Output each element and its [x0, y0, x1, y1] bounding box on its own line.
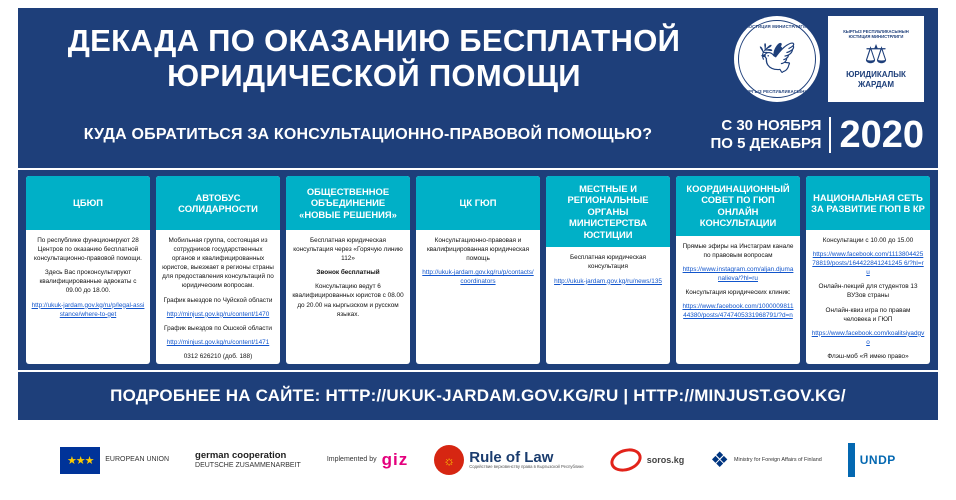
card-body: [676, 236, 800, 364]
card-link[interactable]: http://ukuk-jardam.gov.kg/ru/p/contacts/coordinators: [422, 269, 534, 286]
eagle-icon: 🕊: [757, 42, 797, 75]
finland-label: Ministry for Foreign Affairs of Finland: [734, 456, 822, 463]
undp-label: UNDP: [859, 453, 896, 467]
german-coop-label: [195, 450, 301, 470]
emblems: [734, 16, 924, 102]
year-label: 2020: [839, 114, 924, 156]
card-link[interactable]: http://ukuk-jardam.gov.kg/ru/p/legal-assistance/where-to-get: [31, 301, 145, 318]
finland-mfa-logo: [710, 450, 822, 471]
card-text: График выездов по Ошской области: [163, 324, 272, 332]
card-local-regional-bodies: [546, 176, 670, 364]
header-band: [18, 8, 938, 168]
date-line-1: С 30 НОЯБРЯ: [721, 117, 822, 135]
card-text-bold: Звонок бесплатный: [316, 269, 380, 277]
ministry-round-emblem-icon: [734, 16, 820, 102]
german-coop-title: german cooperation: [195, 450, 287, 462]
soros-label: soros.kg: [646, 455, 685, 465]
card-text: Бесплатная юридическая консультация через «Горячую линию 112»: [293, 237, 403, 263]
card-new-solutions: [286, 176, 410, 364]
card-text: Мобильная группа, состоящая из сотрудников государственных органов и квалифицированных юристов, выезжает в регионы страны для предоставления консультаций по юридическим вопросам.: [162, 237, 274, 290]
card-link[interactable]: http://ukuk-jardam.gov.kg/ru/news/135: [554, 277, 662, 285]
card-title: ЦК ГЮП: [416, 176, 540, 230]
date-line-2: ПО 5 ДЕКАБРЯ: [710, 135, 822, 152]
soros-logo: [610, 449, 685, 471]
undp-logo: [848, 443, 896, 477]
card-text: Флэш-моб «Я имею право»: [827, 352, 909, 360]
card-coordination-council: [676, 176, 800, 364]
rule-of-law-logo: [434, 445, 583, 475]
card-link[interactable]: https://www.facebook.com/100000981144380/posts/4747405331968791/?d=n: [682, 303, 794, 320]
card-body: [806, 230, 930, 364]
kyrgyz-emblem-icon: ☼: [434, 445, 464, 475]
emblem-square-top-text: КЫРГЫЗ РЕСПУБЛИКАСЫНЫН ЮСТИЦИЯ МИНИСТРЛИГИ: [843, 28, 909, 39]
card-text: Бесплатная юридическая консультация: [569, 254, 647, 271]
card-title: ОБЩЕСТВЕННОЕ ОБЪЕДИНЕНИЕ «НОВЫЕ РЕШЕНИЯ»: [286, 176, 410, 230]
card-cbup: [26, 176, 150, 364]
card-title: КООРДИНАЦИОННЫЙ СОВЕТ ПО ГЮП ОНЛАЙН КОНСУЛЬТАЦИИ: [676, 176, 800, 236]
card-text: Прямые эфиры на Инстаграм канале по правовым вопросам: [682, 242, 794, 259]
card-link[interactable]: https://www.facebook.com/111380442578819/posts/164422841241245 6/?hl=ru: [812, 251, 924, 277]
emblem-round-bottom-text: КЫРГЫЗ РЕСПУБЛИКАСЫНЫН: [742, 88, 812, 94]
logos-row: [18, 428, 938, 492]
eu-logo-label: EUROPEAN UNION: [105, 455, 170, 463]
card-title: НАЦИОНАЛЬНАЯ СЕТЬ ЗА РАЗВИТИЕ ГЮП В КР: [806, 176, 930, 230]
card-link[interactable]: http://minjust.gov.kg/ru/content/1471: [166, 338, 270, 346]
card-body: [416, 230, 540, 364]
card-text: График выездов по Чуйской области: [163, 296, 273, 304]
eu-logo: [60, 447, 169, 474]
giz-logo: [327, 450, 408, 470]
scales-icon: ⚖: [864, 39, 888, 70]
card-body: [286, 230, 410, 364]
legal-aid-emblem-icon: [828, 16, 924, 102]
subtitle: КУДА ОБРАТИТЬСЯ ЗА КОНСУЛЬТАЦИОННО-ПРАВОВОЙ ПОМОЩЬЮ?: [83, 126, 653, 143]
website-text[interactable]: ПОДРОБНЕЕ НА САЙТЕ: HTTP://UKUK-JARDAM.GOV.KG/RU | HTTP://MINJUST.GOV.KG/: [110, 386, 846, 405]
card-national-network: [806, 176, 930, 364]
emblem-ring: [738, 20, 816, 98]
card-link[interactable]: https://www.facebook.com/koalitsiyadgvo: [811, 329, 925, 346]
card-text: Онлайн-квиз игра по правам человека и ГЮП: [825, 306, 911, 323]
giz-label: giz: [381, 450, 409, 469]
card-text: Консультацию ведут 6 квалифицированных юристов с 08.00 до 20.00 на кыргызском и русском языках.: [292, 283, 404, 318]
card-body: [546, 247, 670, 364]
rule-of-law-sub: Содействие верховенству права в Кыргызской Республике: [469, 464, 584, 470]
card-link[interactable]: https://www.instagram.com/aljan.djumanalieva/?hl=ru: [682, 266, 794, 283]
card-body: [26, 230, 150, 364]
rule-of-law-label: Rule of Law: [469, 449, 554, 467]
giz-sub: Implemented by: [326, 455, 377, 463]
emblem-square-name: ЮРИДИКАЛЫК ЖАРДАМ: [846, 70, 906, 89]
emblem-round-top-text: ЮСТИЦИЯ МИНИСТРЛИГИ: [747, 24, 807, 29]
card-phone: 0312 626210 (доб. 188): [183, 352, 253, 360]
finland-mark-icon: ❖: [710, 448, 730, 472]
card-title: АВТОБУС СОЛИДАРНОСТИ: [156, 176, 280, 230]
card-bus-solidarity: [156, 176, 280, 364]
date-range: [710, 116, 924, 154]
date-lines: [710, 117, 831, 152]
eu-flag-icon: ★★★: [60, 447, 100, 474]
cards-band: [18, 170, 938, 370]
german-coop-sub: DEUTSCHE ZUSAMMENARBEIT: [195, 461, 301, 469]
card-body: [156, 230, 280, 364]
card-text: Здесь Вас проконсультируют квалифицированные адвокаты с 09.00 до 18.00.: [39, 269, 137, 295]
german-cooperation-logo: [195, 450, 301, 470]
card-text: Консультации с 10.00 до 15.00: [822, 237, 914, 244]
undp-bar-icon: [848, 443, 855, 477]
card-text: Консультационно-правовая и квалифицированная юридическая помощь: [426, 237, 530, 263]
card-title: МЕСТНЫЕ И РЕГИОНАЛЬНЫЕ ОРГАНЫ МИНИСТЕРСТВА ЮСТИЦИИ: [546, 176, 670, 247]
card-text: Онлайн-лекций для студентов 13 ВУЗов страны: [818, 283, 918, 300]
soros-ring-icon: [607, 445, 644, 476]
card-text: Консультация юридических клиник:: [685, 289, 791, 297]
card-text: По республике функционируют 28 Центров по оказанию бесплатной консультационно-правовой помощи.: [34, 237, 142, 263]
page-title: ДЕКАДА ПО ОКАЗАНИЮ БЕСПЛАТНОЙ ЮРИДИЧЕСКОЙ ПОМОЩИ: [67, 23, 681, 93]
card-ck-gyup: [416, 176, 540, 364]
card-title: ЦБЮП: [26, 176, 150, 230]
website-band: [18, 372, 938, 420]
card-link[interactable]: http://minjust.gov.kg/ru/content/1470: [166, 310, 270, 318]
